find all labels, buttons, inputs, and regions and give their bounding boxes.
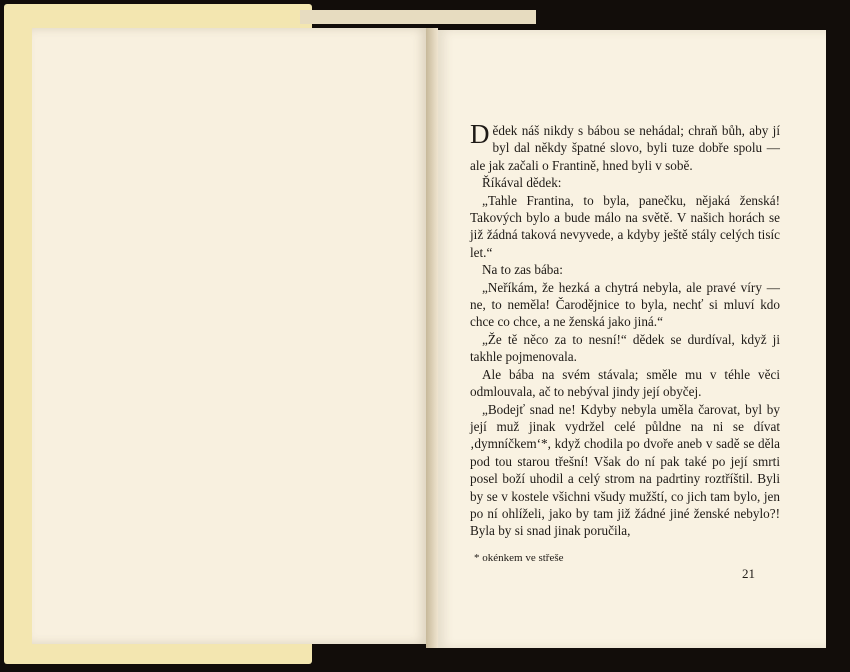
paragraph-5: „Neříkám, že hezká a chytrá nebyla, ale pravé víry — ne, to neměla! Čarodějnice to byla, nechť si mluví kdo chce co chce, a ne ženská jako jiná.“ [470, 279, 780, 330]
paragraph-8: „Bodejť snad ne! Kdyby nebyla uměla čarovat, byl by její muž jinak vydržel celé půldne na ni se dívat ‚dymníčkem‘*, když chodila po dvoře aneb v sadě se děla pod tou starou třešní! Však do ní pak také po její smrti posel boží uhodil a celý strom na padrtiny roztříštil. Byli by se v kostele všichni všudy mužští, co jich tam bylo, jen po ní ohlíželi, jako by tam již žádné jiné ženské nebylo?! Byla by si snad jinak poručila, [470, 401, 780, 539]
paragraph-6: „Že tě něco za to nesní!“ dědek se durdíval, když ji takhle pojmenovala. [470, 331, 780, 365]
book-cover-edge [300, 10, 536, 24]
book-gutter [426, 28, 438, 648]
footnote: * okénkem ve střeše [474, 552, 564, 564]
page-text [470, 119, 780, 540]
drop-cap: D [470, 119, 490, 149]
paragraph-1-text: ědek náš nikdy s bábou se nehádal; chraň bůh, aby jí byl dal někdy špatné slovo, byli tuze dobře spolu — ale jak začali o Frantině, hned byli v sobě. [470, 123, 780, 173]
left-page-blank [32, 28, 428, 644]
paragraph-7: Ale bába na svém stávala; směle mu v téhle věci odmlouvala, ač to nebýval jindy její obyčej. [470, 366, 780, 400]
page-number: 21 [742, 566, 755, 581]
paragraph-2: Říkával dědek: [482, 175, 562, 191]
paragraph-3: „Tahle Frantina, to byla, panečku, nějaká ženská! Takových bylo a bude málo na světě. V našich horách se již žádná taková nevyvede, a kdyby ještě stály celých tisíc let.“ [470, 192, 780, 260]
paragraph-1 [470, 119, 780, 174]
paragraph-4: Na to zas bába: [482, 262, 563, 278]
